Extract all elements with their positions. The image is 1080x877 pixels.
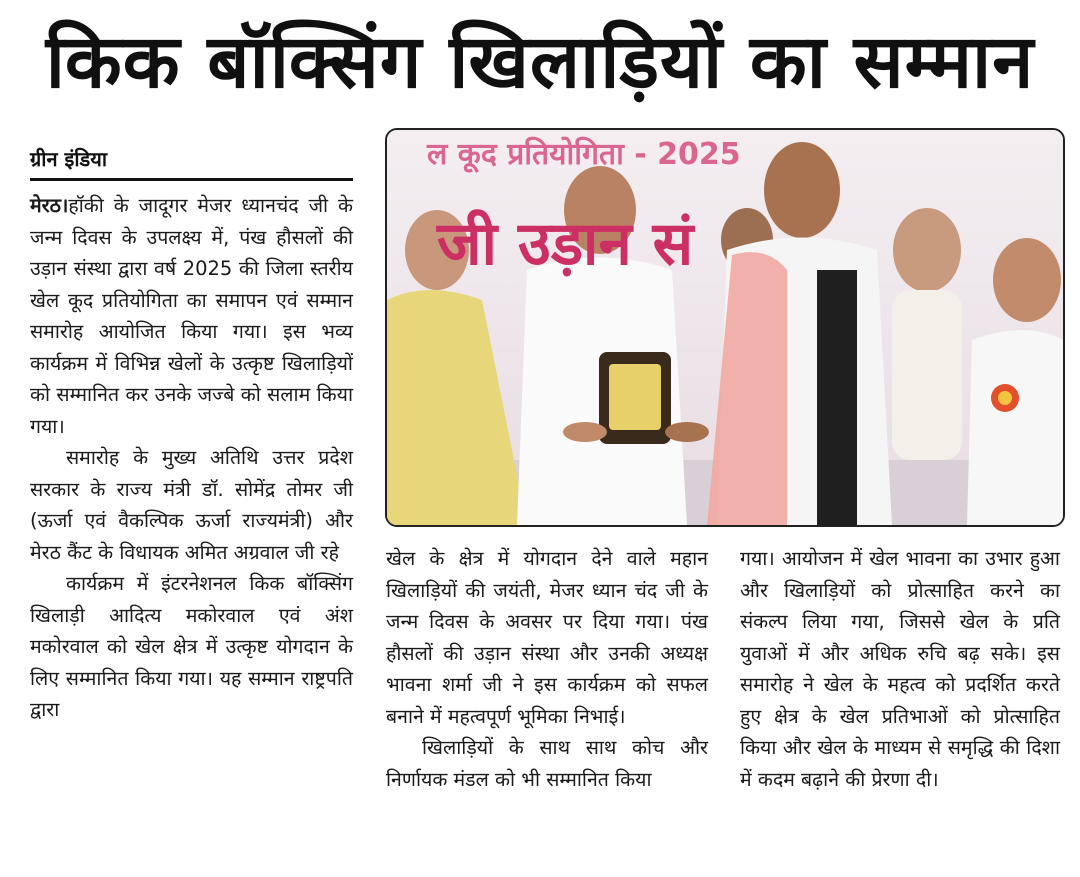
award-ceremony-image bbox=[387, 130, 1063, 525]
byline: ग्रीन इंडिया bbox=[30, 142, 353, 181]
article-paragraph: खेल के क्षेत्र में योगदान देने वाले महान खिलाड़ियों की जयंती, मेजर ध्यान चंद जी के जन्म दिवस के अवसर पर दिया गया। पंख हौसलों की उड़ान संस्था और उनकी अध्यक्ष भावना शर्मा जी ने इस कार्यक्रम को सफल बनाने में महत्वपूर्ण भूमिका निभाई। bbox=[386, 547, 708, 728]
article-paragraph: समारोह के मुख्य अतिथि उत्तर प्रदेश सरकार के राज्य मंत्री डॉ. सोमेंद्र तोमर जी (ऊर्जा एवं वैकल्पिक ऊर्जा राज्यमंत्री) और मेरठ कैंट के विधायक अमित अग्रवाल जी रहे bbox=[30, 446, 353, 564]
banner-text: ल कूद प्रतियोगिता - 2025 bbox=[427, 137, 741, 172]
banner-text: जी उड़ान सं bbox=[437, 209, 694, 279]
article-paragraph: गया। आयोजन में खेल भावना का उभार हुआ और खिलाड़ियों को प्रोत्साहित करने का संकल्प लिया गया, जिससे खेल के प्रति युवाओं में और अधिक रुचि बढ़ सके। इस समारोह ने खेल के महत्व को प्रदर्शित करते हुए क्षेत्र के खेल प्रतिभाओं को प्रोत्साहित किया और खेल के माध्यम से समृद्धि की दिशा में कदम बढ़ाने की प्रेरणा दी। bbox=[740, 547, 1060, 791]
article-paragraph bbox=[30, 190, 353, 442]
article-paragraph: कार्यक्रम में इंटरनेशनल किक बॉक्सिंग खिलाड़ी आदित्य मकोरवाल एवं अंश मकोरवाल को खेल क्षेत्र में उत्कृष्ट योगदान के लिए सम्मानित किया गया। यह सम्मान राष्ट्रपति द्वारा bbox=[30, 572, 353, 721]
article-column-2 bbox=[386, 543, 708, 795]
article-paragraph: खिलाड़ियों के साथ साथ कोच और निर्णायक मंडल को भी सम्मानित किया bbox=[386, 736, 708, 791]
dateline: मेरठ। bbox=[30, 194, 69, 217]
article-column-3 bbox=[740, 543, 1060, 795]
event-photo bbox=[385, 128, 1065, 527]
paragraph-text: हॉकी के जादूगर मेजर ध्यानचंद जी के जन्म दिवस के उपलक्ष्य में, पंख हौसलों की उड़ान संस्था द्वारा वर्ष 2025 की जिला स्तरीय खेल कूद प्रतियोगिता का समापन एवं सम्मान समारोह आयोजित किया गया। इस भव्य कार्यक्रम में विभिन्न खेलों के उत्कृष्ट खिलाड़ियों को सम्मानित कर उनके जज्बे को सलाम किया गया। bbox=[30, 194, 353, 438]
article-column-1 bbox=[30, 190, 353, 726]
headline: किक बॉक्सिंग खिलाड़ियों का सम्मान bbox=[45, 19, 1035, 105]
